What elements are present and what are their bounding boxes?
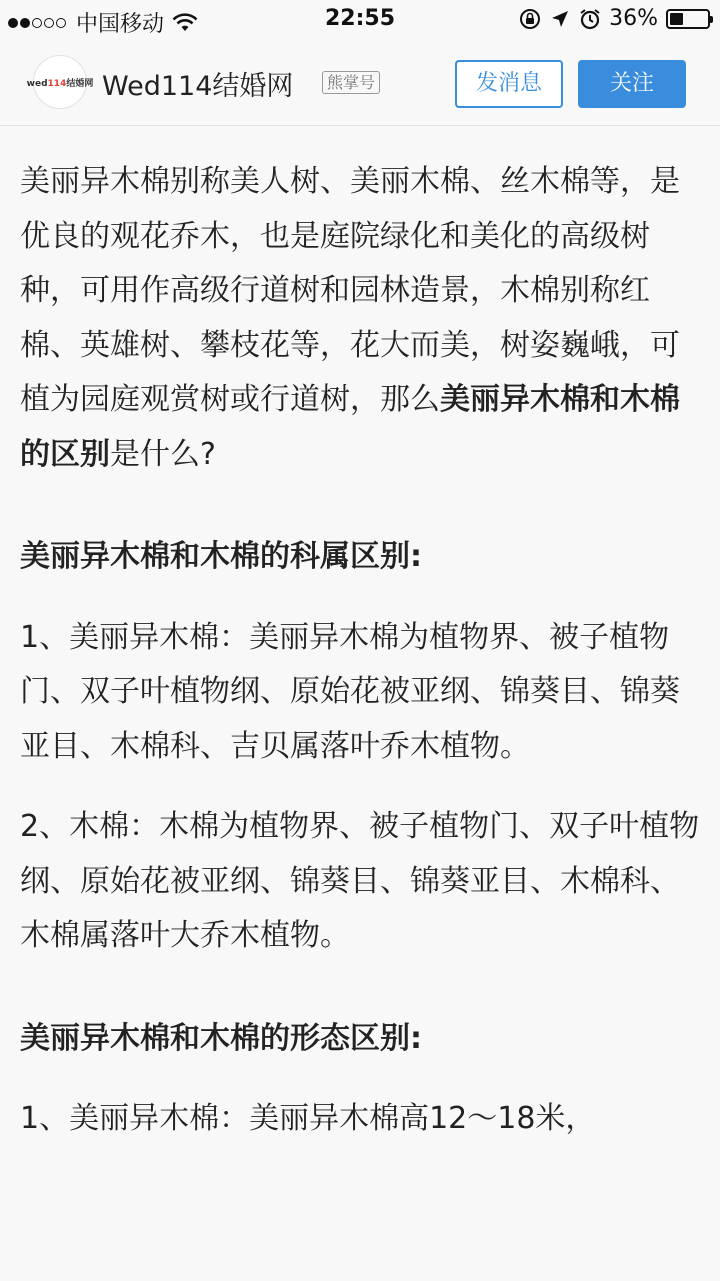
intro-paragraph: 美丽异木棉别称美人树、美丽木棉、丝木棉等，是优良的观花乔木，也是庭院绿化和美化的高级树种，可用作高级行道树和园林造景，木棉别称红棉、英雄树、攀枝花等，花大而美，树姿巍峨，可植为园庭观赏树或行道树，那么美丽异木棉和木棉的区别是什么?: [20, 164, 680, 472]
paragraph: 2、木棉：木棉为植物界、被子植物门、双子叶植物纲、原始花被亚纲、锦葵目、锦葵亚目、木棉科、木棉属落叶大乔木植物。: [20, 809, 700, 953]
battery-level: [670, 13, 683, 25]
battery-icon: [666, 9, 710, 29]
follow-button[interactable]: 关注: [578, 60, 686, 108]
alarm-icon: [579, 8, 601, 30]
account-name[interactable]: Wed114结婚网: [102, 71, 294, 102]
section-heading: 美丽异木棉和木棉的科属区别:: [20, 539, 422, 574]
section-heading: 美丽异木棉和木棉的形态区别:: [20, 1020, 422, 1056]
location-arrow-icon: [549, 8, 571, 30]
status-bar: [0, 0, 720, 40]
intro-bold-phrase: 美丽异木棉和木棉的区别: [20, 382, 680, 472]
avatar-logo: wed114结婚网: [26, 78, 94, 89]
clock: 22:55: [324, 6, 396, 31]
status-right: [519, 6, 710, 31]
account-badge: 熊掌号: [322, 71, 380, 94]
avatar[interactable]: [26, 55, 94, 109]
paragraph: 1、美丽异木棉：美丽异木棉为植物界、被子植物门、双子叶植物纲、原始花被亚纲、锦葵目、锦葵亚目、木棉科、吉贝属落叶乔木植物。: [20, 619, 680, 764]
carrier-name: 中国移动: [76, 12, 165, 37]
send-message-button[interactable]: 发消息: [455, 60, 563, 108]
article-body: [20, 155, 700, 1147]
account-header: [0, 40, 720, 126]
battery-percent: 36%: [609, 6, 658, 31]
orientation-lock-icon: [519, 8, 541, 30]
paragraph: 1、美丽异木棉：美丽异木棉高12～18米，: [20, 1101, 596, 1136]
